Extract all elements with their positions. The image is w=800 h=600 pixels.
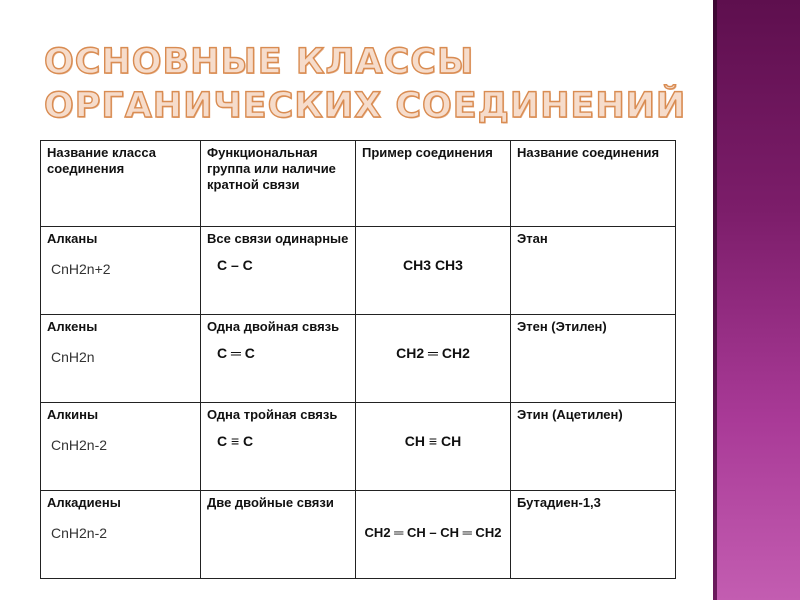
table-row [41,491,676,579]
decorative-side-band [713,0,800,600]
compound-cell [511,403,676,491]
class-name: Алканы [47,231,98,246]
bond-cell [201,227,356,315]
example-formula: CH ≡ CH [404,433,462,449]
bond-cell [201,315,356,403]
slide-title [44,40,687,128]
class-cell [41,403,201,491]
bond-description: Одна двойная связь [207,319,340,334]
general-formula: CnH2n-2 [51,525,108,541]
example-cell [356,491,511,579]
compound-name: Этен (Этилен) [517,319,607,334]
compound-cell [511,227,676,315]
header-compound-name: Название соединения [511,141,676,227]
class-name: Алкены [47,319,98,334]
general-formula: CnH2n-2 [51,437,108,453]
bond-formula: C ≡ C [217,433,254,449]
example-formula: CH3 CH3 [403,257,463,273]
bond-description: Все связи одинарные [207,231,349,246]
compound-cell [511,315,676,403]
table-header-row [41,141,676,227]
compound-name: Бутадиен-1,3 [517,495,601,510]
class-name: Алкины [47,407,99,422]
header-functional-group: Функциональная группа или наличие кратной связи [201,141,356,227]
general-formula: CnH2n+2 [51,261,111,277]
example-formula: CH2 ═ CH – CH ═ CH2 [364,525,502,540]
class-cell [41,491,201,579]
class-cell [41,227,201,315]
bond-formula: C – C [217,257,253,273]
title-line-1: ОСНОВНЫЕ КЛАССЫ [44,42,475,82]
organic-classes-table [40,140,676,579]
compound-name: Этин (Ацетилен) [517,407,623,422]
bond-formula: C ═ C [217,345,255,361]
example-cell [356,227,511,315]
compound-cell [511,491,676,579]
table-row [41,315,676,403]
example-cell [356,403,511,491]
header-example: Пример соединения [356,141,511,227]
header-class-name: Название класса соединения [41,141,201,227]
bond-cell [201,491,356,579]
class-cell [41,315,201,403]
compound-name: Этан [517,231,548,246]
bond-description: Одна тройная связь [207,407,338,422]
table-row [41,227,676,315]
class-name: Алкадиены [47,495,121,510]
table-row [41,403,676,491]
bond-description: Две двойные связи [207,495,334,510]
example-cell [356,315,511,403]
bond-cell [201,403,356,491]
example-formula: CH2 ═ CH2 [396,345,470,361]
title-line-2: ОРГАНИЧЕСКИХ СОЕДИНЕНИЙ [44,86,687,126]
general-formula: CnH2n [51,349,95,365]
